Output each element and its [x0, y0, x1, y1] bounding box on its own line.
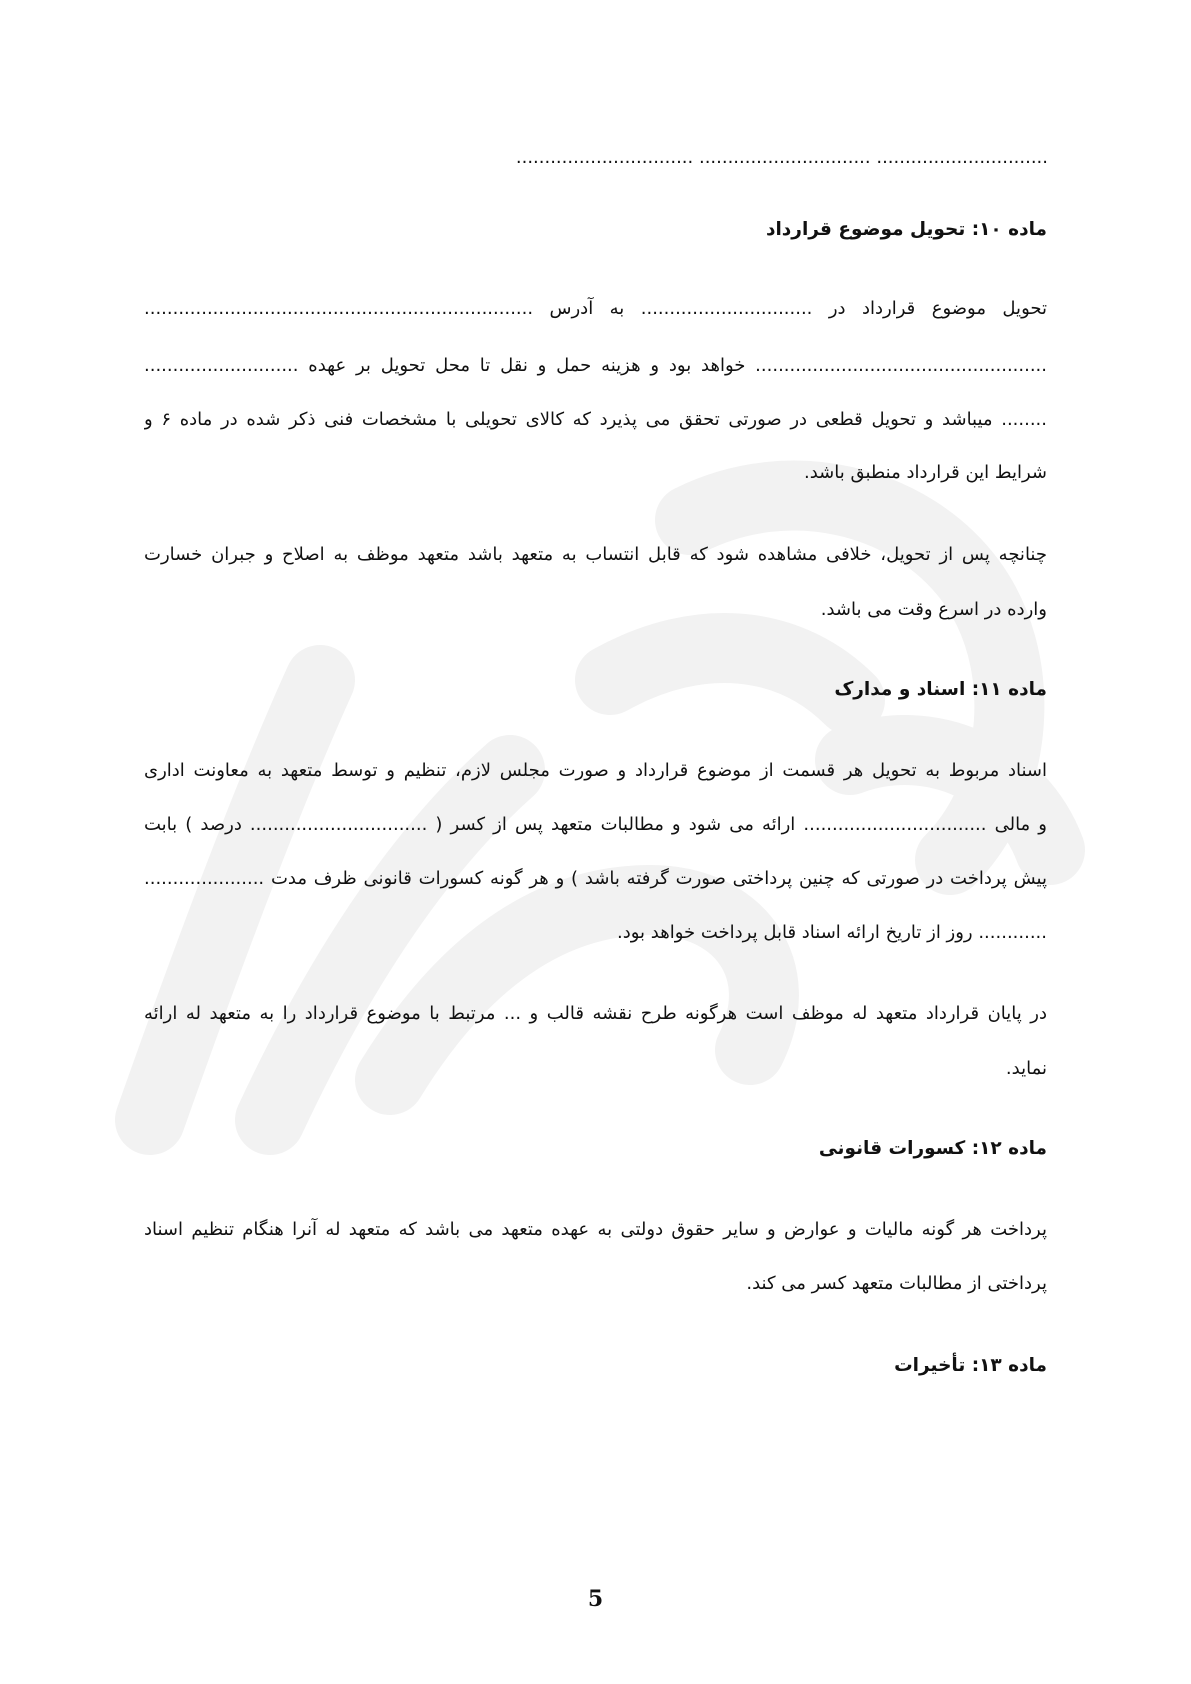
- section-10-line-5: چنانچه پس از تحویل، خلافی مشاهده شود که قابل انتساب به متعهد باشد متعهد موظف به اصلاح و جبران خسارت: [144, 544, 1047, 565]
- section-10-line-4: شرایط این قرارداد منطبق باشد.: [804, 462, 1047, 483]
- section-10-line-6: وارده در اسرع وقت می باشد.: [820, 599, 1047, 620]
- section-13-heading: ماده ۱۳: تأخیرات: [894, 1355, 1047, 1376]
- section-10-line-3: ........ میباشد و تحویل قطعی در صورتی تحقق می پذیرد که کالای تحویلی با مشخصات فنی ذکر شده در ماده ۶ و: [144, 409, 1047, 430]
- section-11-heading: ماده ۱۱: اسناد و مدارک: [834, 679, 1047, 700]
- section-12-heading: ماده ۱۲: کسورات قانونی: [818, 1138, 1047, 1159]
- section-12-line-2: پرداختی از مطالبات متعهد کسر می کند.: [746, 1273, 1047, 1294]
- section-11-line-3: پیش پرداخت در صورتی که چنین پرداختی صورت گرفته باشد ) و هر گونه کسورات قانونی ظرف مدت .....................: [144, 868, 1047, 889]
- section-11-line-4: ............ روز از تاریخ ارائه اسناد قابل پرداخت خواهد بود.: [616, 922, 1047, 943]
- section-10-line-1: تحویل موضوع قرارداد در .............................. به آدرس ....................................................................: [144, 298, 1047, 319]
- section-11-line-2: و مالی ................................ ارائه می شود و مطالبات متعهد پس از کسر ( ............................... درصد ) بابت: [144, 814, 1047, 835]
- section-11-line-5: در پایان قرارداد متعهد له موظف است هرگونه طرح نقشه قالب و ... مرتبط با موضوع قرارداد را به متعهد له ارائه: [144, 1003, 1047, 1024]
- section-11-line-1: اسناد مربوط به تحویل هر قسمت از موضوع قرارداد و صورت مجلس لازم، تنظیم و توسط متعهد به معاونت اداری: [144, 760, 1047, 781]
- page-number: 5: [587, 1586, 604, 1612]
- section-11-line-6: نماید.: [1005, 1058, 1047, 1079]
- section-10-line-2: ................................................... خواهد بود و هزینه حمل و نقل تا محل تحویل بر عهده ...........................: [144, 355, 1047, 376]
- section-12-line-1: پرداخت هر گونه مالیات و عوارض و سایر حقوق دولتی به عهده متعهد می باشد که متعهد له آنرا هنگام تنظیم اسناد: [144, 1219, 1047, 1240]
- section-10-heading: ماده ۱۰: تحویل موضوع قرارداد: [765, 219, 1047, 240]
- top-dotted-line: ............................... .............................. ..............................: [515, 147, 1048, 168]
